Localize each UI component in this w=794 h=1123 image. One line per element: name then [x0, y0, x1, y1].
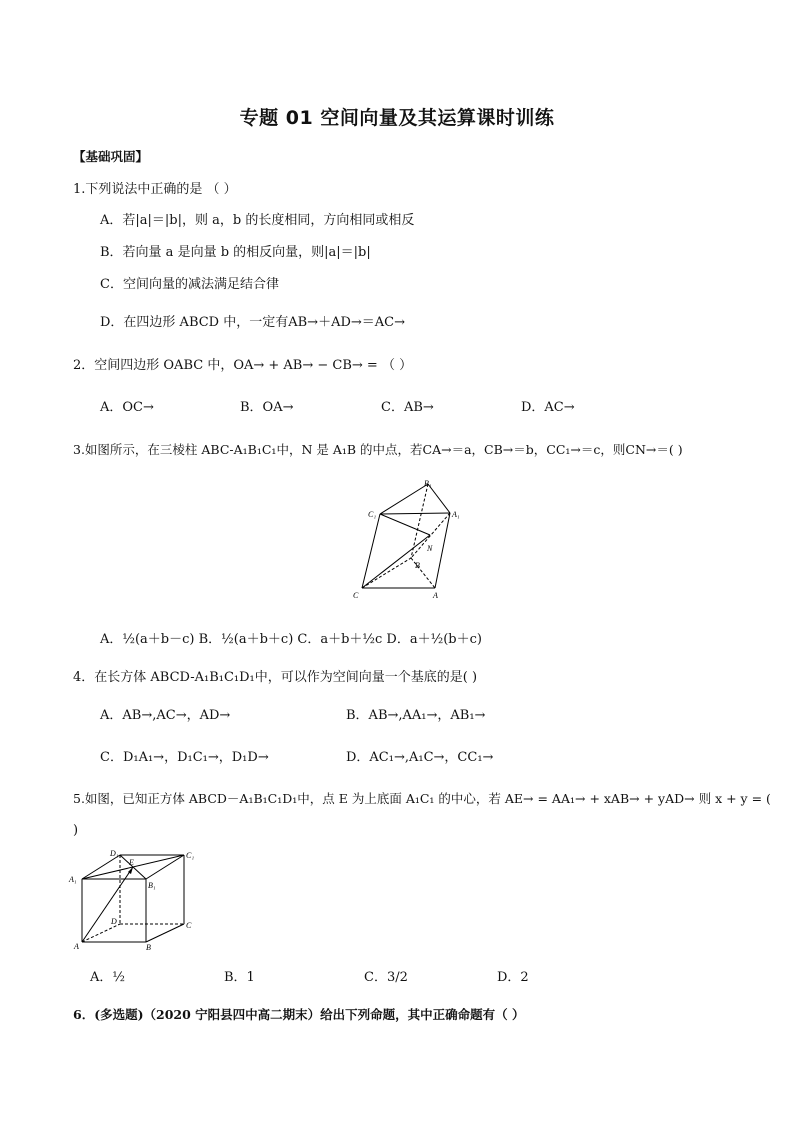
label-a: A	[433, 591, 438, 600]
question-1-option-a: A．若|a|＝|b|，则 a，b 的长度相同，方向相同或相反	[100, 213, 415, 228]
question-2-option-b: B．OA→	[240, 400, 294, 415]
label-c1: C₁	[186, 851, 195, 860]
question-5-option-d: D．2	[497, 970, 529, 985]
question-2-option-a: A．OC→	[100, 400, 154, 415]
question-3-options: A．½(a＋b－c) B．½(a＋b＋c) C．a＋b＋½c D．a＋½(b＋c)	[100, 632, 482, 647]
label-c: C	[353, 591, 359, 600]
label-b1: B₁	[148, 881, 156, 890]
question-4-option-a: A．AB→,AC→，AD→	[100, 708, 231, 723]
label-b1: B₁	[424, 479, 432, 488]
question-1-option-d: D．在四边形 ABCD 中，一定有AB→＋AD→＝AC→	[100, 315, 406, 330]
question-5-option-b: B．1	[224, 970, 255, 985]
question-4-option-d: D．AC₁→,A₁C→，CC₁→	[346, 750, 494, 765]
section-heading: 【基础巩固】	[73, 149, 149, 164]
question-4-option-c: C．D₁A₁→，D₁C₁→，D₁D→	[100, 750, 269, 765]
label-a1: A₁	[452, 510, 460, 519]
label-a1: A₁	[69, 875, 77, 884]
question-5-option-a: A．½	[90, 970, 125, 985]
question-5-option-c: C．3/2	[364, 970, 408, 985]
label-b: B	[415, 561, 420, 570]
question-2-option-d: D．AC→	[521, 400, 575, 415]
question-6-stem: 6．(多选题)（2020 宁阳县四中高二期末）给出下列命题，其中正确命题有（ ）	[73, 1007, 525, 1022]
question-4-option-b: B．AB→,AA₁→，AB₁→	[346, 708, 486, 723]
label-d: D	[111, 917, 117, 926]
label-e: E	[129, 858, 134, 867]
question-1-option-c: C．空间向量的减法满足结合律	[100, 277, 279, 292]
question-4-stem: 4．在长方体 ABCD-A₁B₁C₁D₁中，可以作为空间向量一个基底的是( )	[73, 670, 478, 685]
question-1-option-b: B．若向量 a 是向量 b 的相反向量，则|a|＝|b|	[100, 245, 371, 260]
label-a: A	[74, 942, 79, 951]
page-title: 专题 01 空间向量及其运算课时训练	[239, 107, 555, 129]
label-c1: C₁	[368, 510, 377, 519]
label-d1: D₁	[110, 849, 119, 858]
question-1-stem: 1.下列说法中正确的是 （ ）	[73, 182, 237, 197]
question-5-stem-end: )	[73, 823, 79, 838]
triangular-prism-figure	[350, 475, 460, 609]
question-2-option-c: C．AB→	[381, 400, 434, 415]
cube-figure	[68, 844, 200, 960]
question-3-stem: 3.如图所示，在三棱柱 ABC-A₁B₁C₁中，N 是 A₁B 的中点，若CA→＝a，CB→＝b，CC₁→＝c，则CN→＝( )	[73, 442, 683, 457]
question-5-stem: 5.如图，已知正方体 ABCD－A₁B₁C₁D₁中，点 E 为上底面 A₁C₁ 的中心，若 AE→ = AA₁→ + xAB→ + yAD→ 则 x + y = (	[73, 791, 771, 806]
label-b: B	[146, 943, 151, 952]
question-2-stem: 2．空间四边形 OABC 中，OA→ + AB→ − CB→ = （ ）	[73, 358, 413, 373]
label-n: N	[427, 544, 433, 553]
label-c: C	[186, 921, 192, 930]
